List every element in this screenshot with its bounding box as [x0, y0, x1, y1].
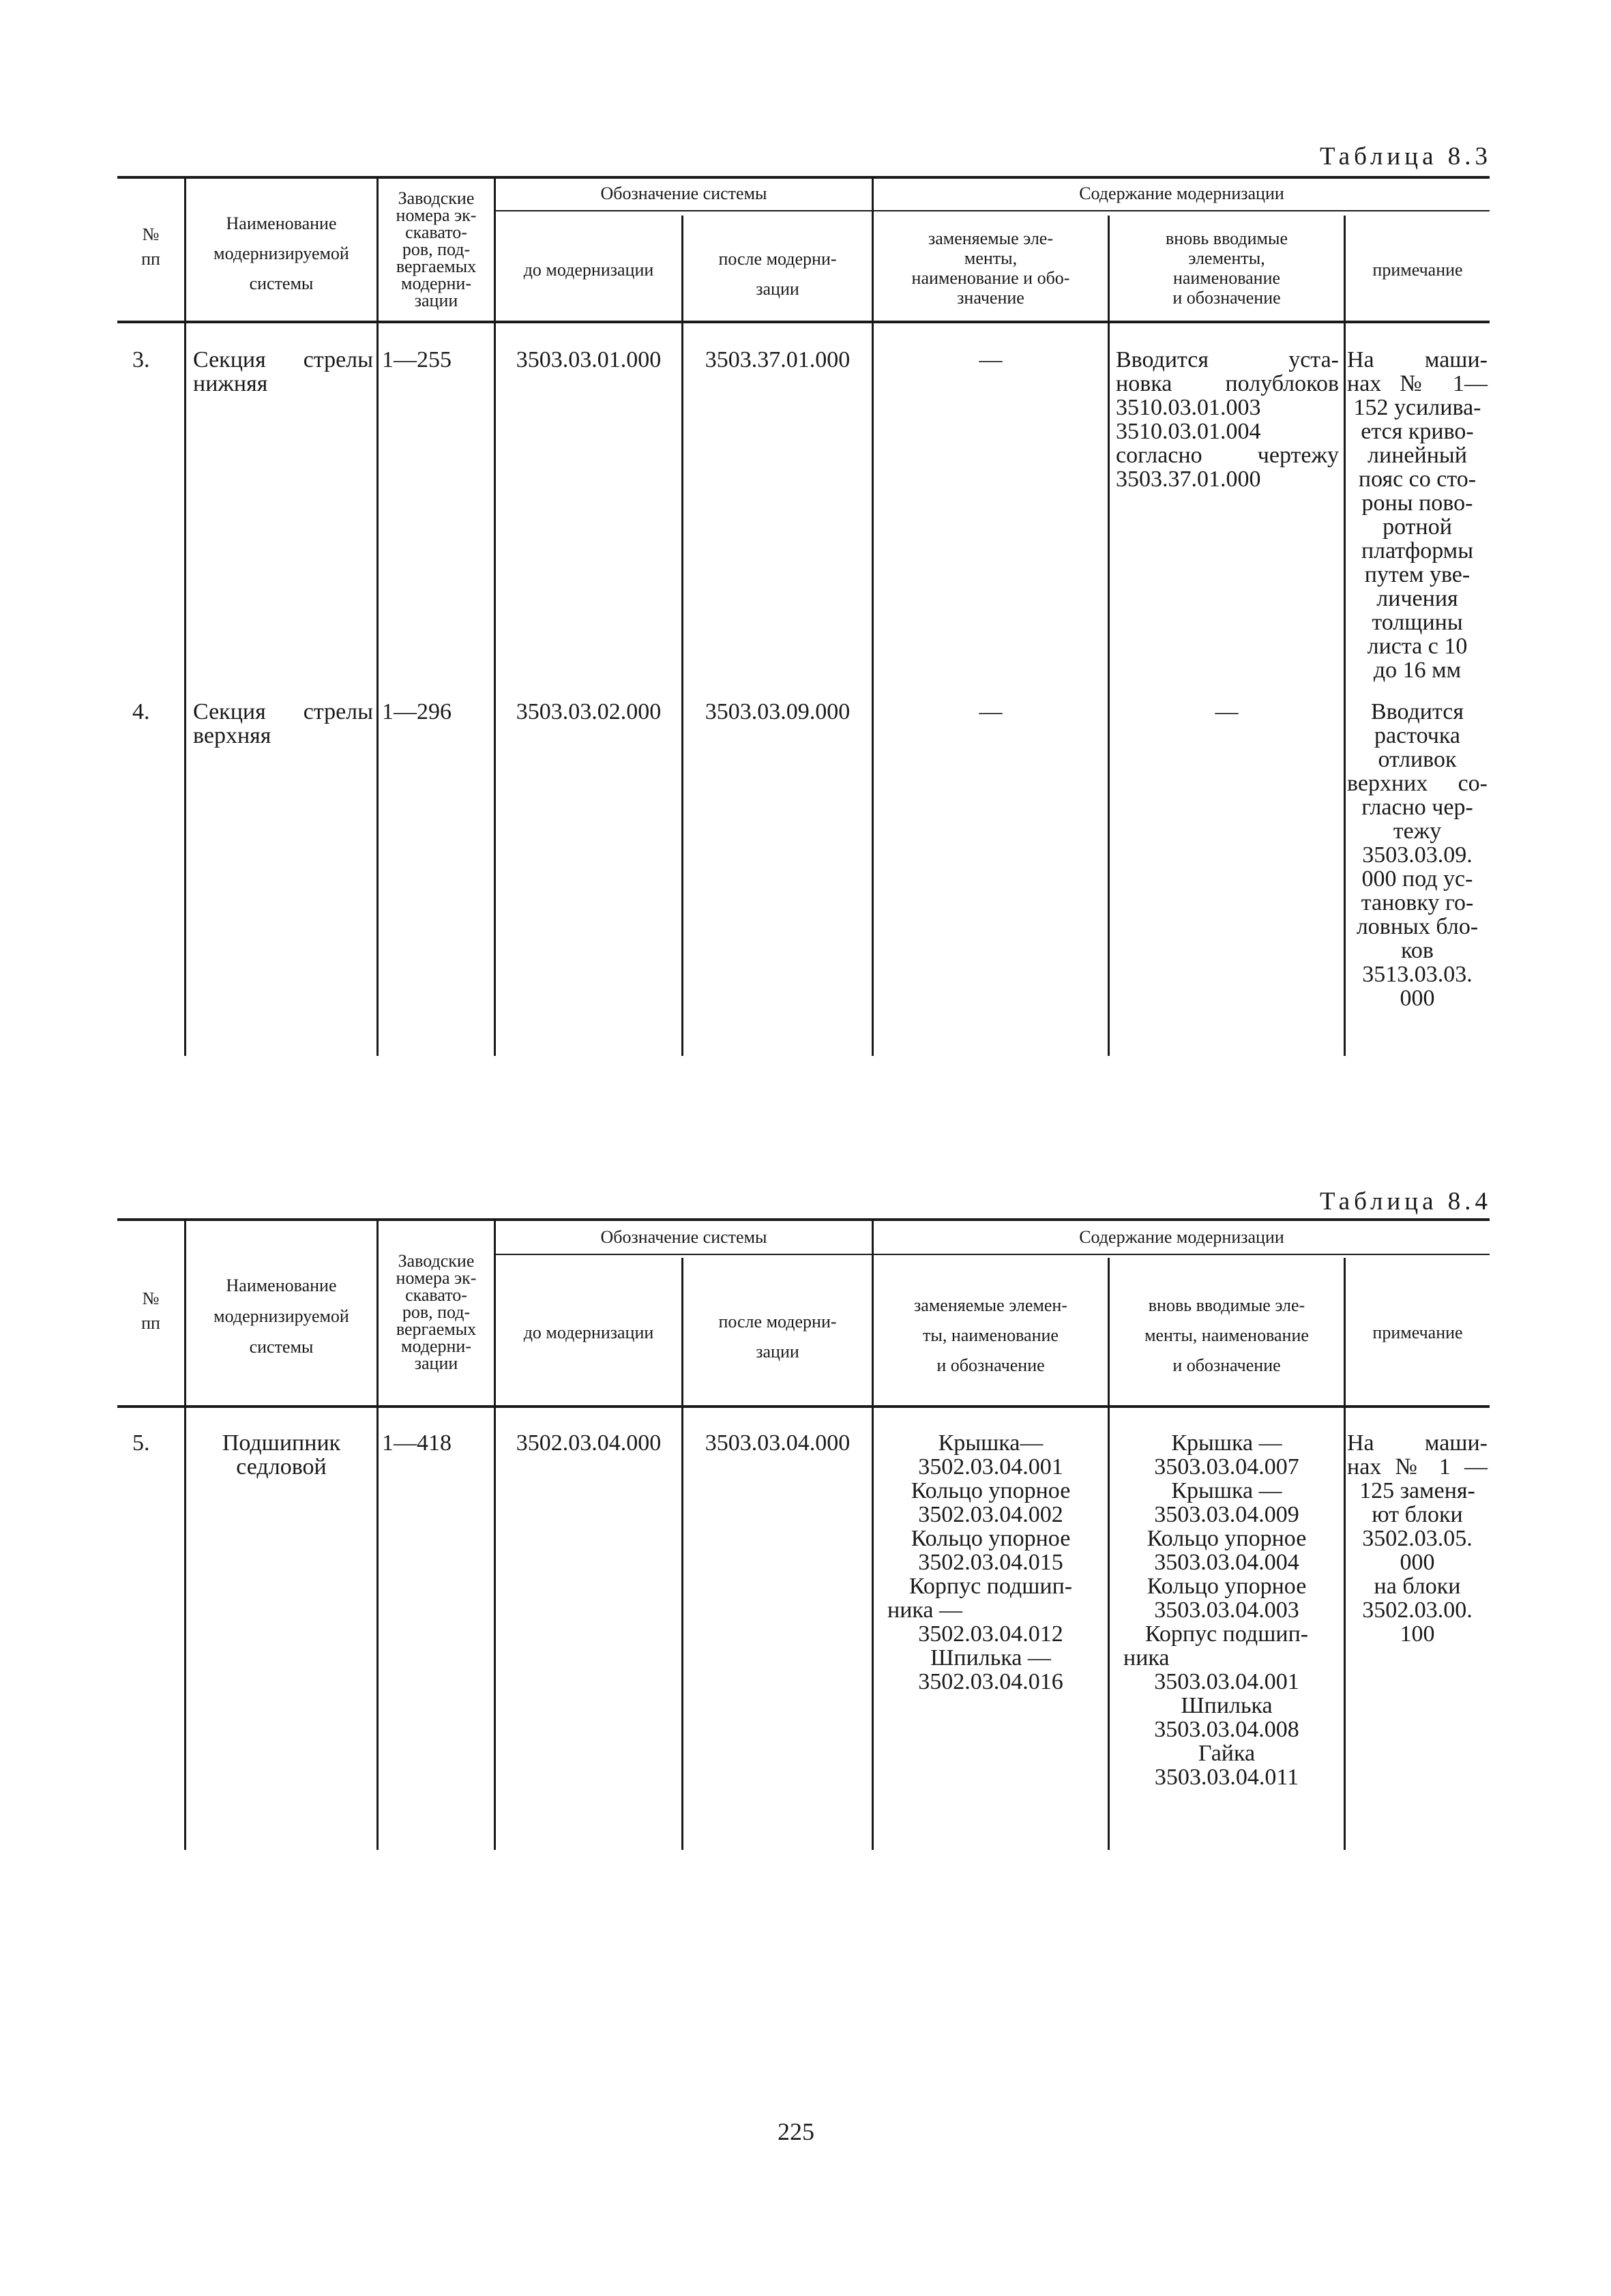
row-5-factory: 1—418 [382, 1430, 452, 1456]
row-5-note: На маши- нах № 1 — 125 заменя- ют блоки 3502.03.05. 000 на блоки 3502.03.00. 100 [1347, 1430, 1488, 1647]
row-3-note: На маши- нах № 1— 152 усилива- ется криво- линейный пояс со сто- роны пово- ротной платформы путем уве- личения толщины листа с 10 до 16 мм [1347, 347, 1488, 683]
col-rule-7 [1344, 1258, 1346, 1850]
header-designation-group: Обозначение системы [600, 1227, 767, 1247]
header-note: примечание [1372, 1323, 1463, 1342]
header-after: после модерни- зации [718, 1312, 837, 1362]
header-before: до модернизации [523, 1323, 654, 1342]
row-5-name: Подшипник седловой [222, 1430, 341, 1480]
header-factory: Заводские номера эк- скавато- ров, под- вергаемых модерни- зации [396, 188, 477, 310]
row-5-new: Крышка — 3503.03.04.007 Крышка — 3503.03.04.009 Кольцо упорное 3503.03.04.004 Кольцо упорное 3503.03.04.003 Корпус подшип- ника 3503.03.04.001 Шпилька 3503.03.04.008 Гайка 3503.03.04.011 [1123, 1430, 1309, 1790]
row-5-before: 3502.03.04.000 [516, 1430, 662, 1456]
header-after: после модерни- зации [718, 249, 837, 299]
col-rule-7 [1344, 216, 1346, 1056]
header-designation-group: Обозначение системы [600, 183, 767, 203]
col-rule-4 [681, 216, 683, 1056]
row-4-after: 3503.03.09.000 [705, 699, 851, 724]
row-3-after: 3503.37.01.000 [705, 347, 851, 372]
row-5-num: 5. [132, 1430, 150, 1456]
row-5-after: 3503.03.04.000 [705, 1430, 851, 1456]
table-8-3 [117, 176, 1490, 1056]
top-rule [117, 1218, 1490, 1221]
col-rule-3 [494, 1218, 496, 1850]
header-num: № пп [141, 224, 160, 269]
header-num: № пп [141, 1289, 160, 1333]
header-bottom-rule [117, 321, 1490, 323]
group-rule-designation [496, 1254, 934, 1255]
header-new: вновь вводимые элементы, наименование и обозначение [1165, 229, 1288, 308]
header-factory: Заводские номера эк- скавато- ров, под- вергаемых модерни- зации [396, 1251, 477, 1373]
top-rule [117, 176, 1490, 179]
row-3-new: Вводится уста- новка полублоков 3510.03.01.003 3510.03.01.004 согласно чертежу 3503.37.01.000 [1116, 347, 1339, 492]
row-3-name: Секция стрелы нижняя [193, 347, 373, 396]
row-4-new: — [1215, 699, 1239, 724]
row-4-before: 3503.03.02.000 [516, 699, 662, 724]
col-rule-6 [1108, 216, 1110, 1056]
row-3-factory: 1—255 [382, 347, 452, 372]
group-rule-designation [496, 210, 934, 211]
header-before: до модернизации [523, 260, 654, 280]
col-rule-5 [872, 176, 874, 1056]
group-rule-content [874, 210, 1490, 211]
header-replaced: заменяемые элемен- ты, наименование и обозначение [914, 1295, 1067, 1375]
col-rule-3 [494, 176, 496, 1056]
row-4-note: Вводится расточка отливок верхних со- гласно чер- тежу 3503.03.09. 000 под ус- тановку го- ловных бло- ков 3513.03.03. 000 [1347, 699, 1488, 1011]
row-4-name: Секция стрелы верхняя [193, 699, 373, 748]
header-bottom-rule [117, 1405, 1490, 1408]
col-rule-1 [184, 176, 186, 1056]
header-replaced: заменяемые эле- менты, наименование и обо- значение [911, 229, 1070, 308]
header-content-group: Содержание модернизации [1079, 1227, 1284, 1247]
row-3-num: 3. [132, 347, 150, 372]
header-name: Наименование модернизируемой системы [213, 1276, 349, 1357]
header-content-group: Содержание модернизации [1079, 183, 1284, 203]
page-number: 225 [778, 2118, 814, 2145]
row-3-replaced: — [979, 347, 1003, 372]
table-caption-8-4: Таблица 8.4 [1320, 1188, 1492, 1216]
row-4-replaced: — [979, 699, 1003, 724]
row-4-factory: 1—296 [382, 699, 452, 724]
table-caption-8-3: Таблица 8.3 [1320, 143, 1492, 171]
header-new: вновь вводимые эле- менты, наименование и обозначение [1144, 1295, 1309, 1375]
group-rule-content [874, 1254, 1490, 1255]
header-name: Наименование модернизируемой системы [213, 214, 349, 293]
row-4-num: 4. [132, 699, 150, 724]
row-3-before: 3503.03.01.000 [516, 347, 662, 372]
row-5-replaced: Крышка— 3502.03.04.001 Кольцо упорное 3502.03.04.002 Кольцо упорное 3502.03.04.015 Корпус подшип- ника — 3502.03.04.012 Шпилька — 3502.03.04.016 [887, 1430, 1073, 1694]
table-8-4 [117, 1218, 1490, 1850]
header-note: примечание [1372, 260, 1463, 280]
